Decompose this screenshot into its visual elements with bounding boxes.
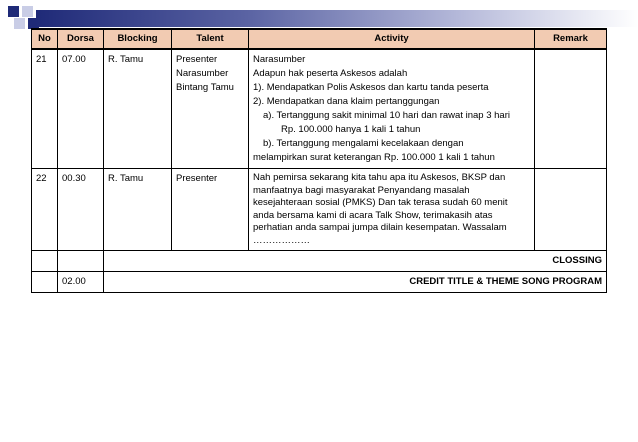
closing-label: CLOSSING [104,251,607,272]
cell-activity [249,49,535,169]
decor-square [14,18,25,29]
decor-square [8,6,19,17]
credits-label: CREDIT TITLE & THEME SONG PROGRAM [104,272,607,293]
header-blocking: Blocking [104,29,172,49]
header-remark: Remark [535,29,607,49]
talent-line: Presenter [176,54,218,65]
activity-line: Narasumber [253,54,306,65]
cell-dorsa: 02.00 [58,272,104,293]
activity-line: Rp. 100.000 hanya 1 kali 1 tahun [281,124,421,135]
cell-empty [32,272,58,293]
cell-remark [535,169,607,251]
talent-line: Narasumber [176,68,229,79]
header-activity: Activity [249,29,535,49]
activity-line: 2). Mendapatkan dana klaim pertanggungan [253,96,440,107]
activity-line: 1). Mendapatkan Polis Askesos dan kartu tanda peserta [253,82,489,93]
cell-activity: Nah pemirsa sekarang kita tahu apa itu Askesos, BKSP dan manfaatnya bagi masyarakat Penyandang masalah kesejahteraan sosial (PMKS) Dan tak terasa sudah 60 menit anda bersama kami di acara Talk Show, terimakasih atas perhatian anda sampai jumpa dilain kesempatan. Wassalam ……………… [249,169,535,251]
table-row-closing [32,251,607,272]
cell-remark [535,49,607,169]
activity-line: a). Tertanggung sakit minimal 10 hari dan rawat inap 3 hari [263,110,510,121]
header-no: No [32,29,58,49]
cell-blocking: R. Tamu [104,49,172,169]
activity-line: b). Tertanggung mengalami kecelakaan dengan [263,138,464,149]
activity-line: melampirkan surat keterangan Rp. 100.000 1 kali 1 tahun [253,152,495,163]
cell-empty [32,251,58,272]
rundown-table [31,28,607,293]
activity-line: Adapun hak peserta Askesos adalah [253,68,408,79]
cell-dorsa: 07.00 [58,49,104,169]
table-row [32,169,607,251]
header-dorsa: Dorsa [58,29,104,49]
header-talent: Talent [172,29,249,49]
table-header-row [32,29,607,49]
table-row [32,49,607,169]
cell-no: 21 [32,49,58,169]
cell-talent: Presenter [172,169,249,251]
cell-talent [172,49,249,169]
decor-square [22,6,33,17]
talent-line: Bintang Tamu [176,82,234,93]
header-gradient-bar [36,10,638,27]
cell-empty [58,251,104,272]
cell-no: 22 [32,169,58,251]
cell-blocking: R. Tamu [104,169,172,251]
table-row-credits [32,272,607,293]
cell-dorsa: 00.30 [58,169,104,251]
